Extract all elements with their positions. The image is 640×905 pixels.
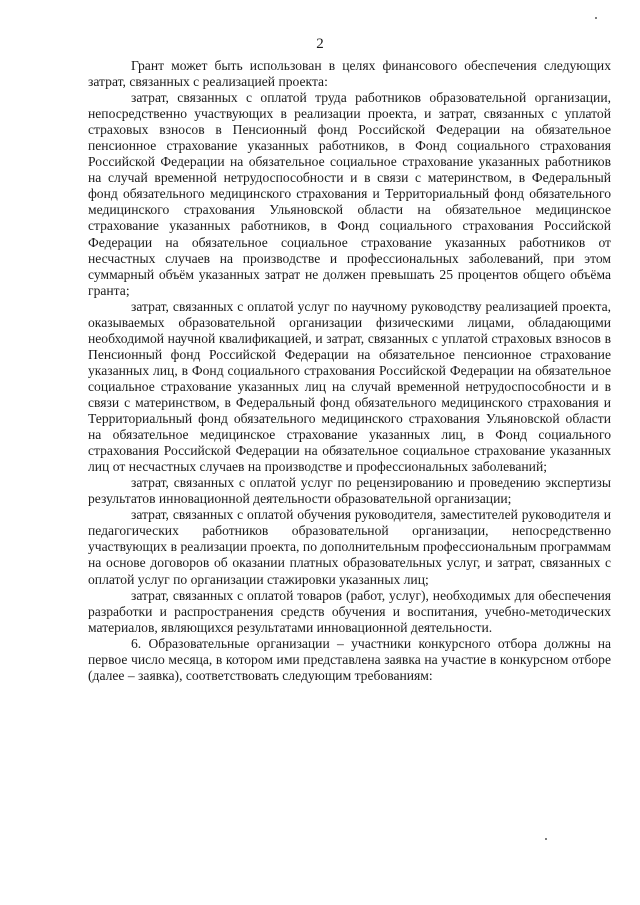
paragraph-training: затрат, связанных с оплатой обучения руководителя, заместителей руководителя и педагогических работников образовательной организации, непосредственно участвующих в реализации проекта, по дополнительным профессиональным программам на основе договоров об оказании платных образовательных услуг, и затрат, связанных с оплатой услуг по организации стажировки указанных лиц; bbox=[88, 507, 611, 587]
paragraph-labor-costs: затрат, связанных с оплатой труда работников образовательной организации, непосредственно участвующих в реализации проекта, и затрат, связанных с уплатой страховых взносов в Пенсионный фонд Российской Федерации на обязательное пенсионное страхование указанных работников, в Фонд социального страхования Российской Федерации на обязательное социальное страхование указанных работников на случай временной нетрудоспособности и в связи с материнством, в Федеральный фонд обязательного медицинского страхования и Территориальный фонд обязательного медицинского страхования Ульяновской области на обязательное медицинское страхование указанных работников, в Фонд социального страхования Российской Федерации на обязательное социальное страхование указанных работников от несчастных случаев на производстве и профессиональных заболеваний, при этом суммарный объём указанных затрат не должен превышать 25 процентов общего объёма гранта; bbox=[88, 90, 611, 298]
paragraph-expertise: затрат, связанных с оплатой услуг по рецензированию и проведению экспертизы результатов инновационной деятельности образовательной организации; bbox=[88, 475, 611, 507]
scan-speck bbox=[595, 17, 597, 19]
paragraph-scientific-supervision: затрат, связанных с оплатой услуг по научному руководству реализацией проекта, оказываемых образовательной организации физическими лицами, обладающими необходимой научной квалификацией, и затрат, связанных с уплатой страховых взносов в Пенсионный фонд Российской Федерации на обязательное пенсионное страхование указанных лиц, в Фонд социального страхования Российской Федерации на обязательное социальное страхование указанных лиц на случай временной нетрудоспособности и в связи с материнством, в Федеральный фонд обязательного медицинского страхования и Территориальный фонд обязательного медицинского страхования Ульяновской области на обязательное медицинское страхование указанных лиц, в Фонд социального страхования Российской Федерации на обязательное социальное страхование указанных лиц от несчастных случаев на производстве и профессиональных заболеваний; bbox=[88, 298, 611, 475]
paragraph-requirements: 6. Образовательные организации – участники конкурсного отбора должны на первое число месяца, в котором ими представлена заявка на участие в конкурсном отборе (далее – заявка), соответствовать следующим требованиям: bbox=[88, 635, 611, 683]
page-number: 2 bbox=[316, 36, 324, 52]
paragraph-goods: затрат, связанных с оплатой товаров (работ, услуг), необходимых для обеспечения разработки и распространения средств обучения и воспитания, учебно-методических материалов, являющихся результатами инновационной деятельности. bbox=[88, 587, 611, 635]
scan-speck bbox=[545, 838, 547, 840]
paragraph-grant-purpose: Грант может быть использован в целях финансового обеспечения следующих затрат, связанных с реализацией проекта: bbox=[88, 58, 611, 90]
document-body bbox=[88, 58, 611, 684]
